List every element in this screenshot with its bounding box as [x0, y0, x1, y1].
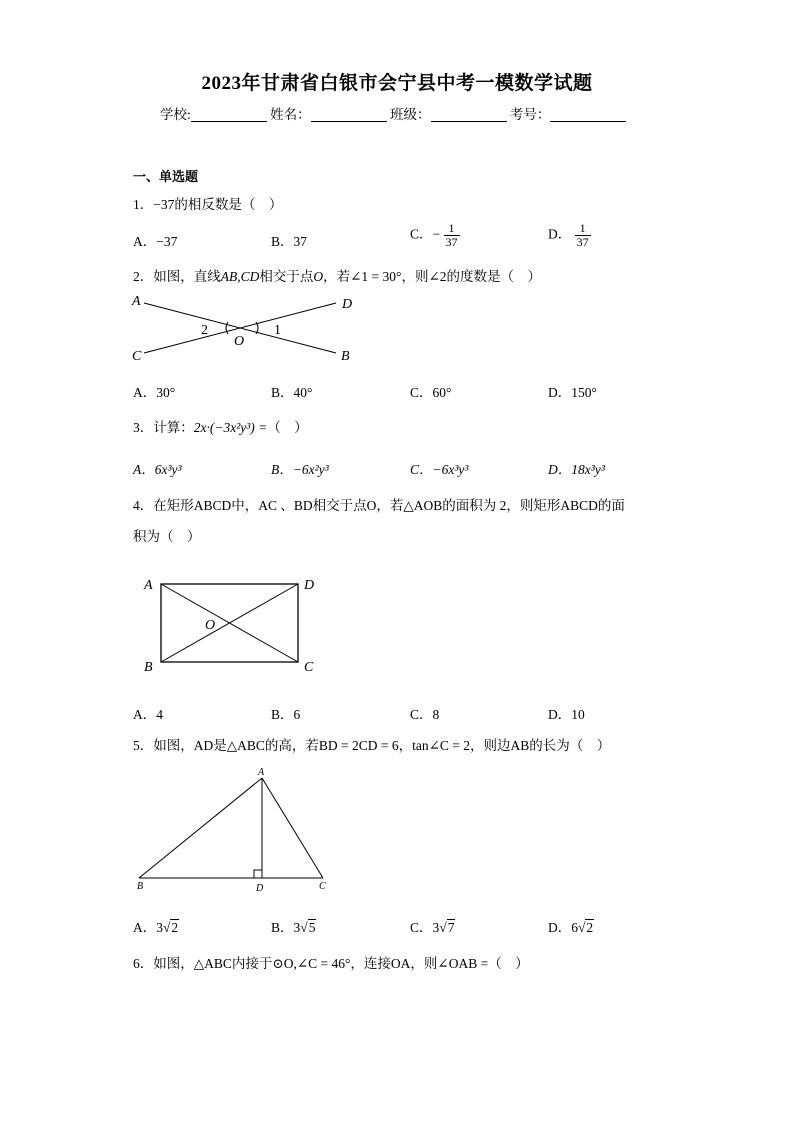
label-d: D — [256, 883, 264, 894]
side-ab — [139, 778, 262, 878]
q1-stem: 1．−37的相反数是（ ） — [133, 197, 283, 212]
q3-option-d: D．18x³y³ — [548, 462, 605, 477]
q2-stem: 2．如图，直线AB,CD相交于点O，若∠1 = 30°，则∠2的度数是（ ） — [133, 269, 542, 284]
q6-stem: 6．如图，△ABC内接于⊙O,∠C = 46°，连接OA，则∠OAB =（ ） — [133, 956, 529, 971]
q5-option-d: D．6√2 — [548, 920, 594, 935]
q2-option-a: A．30° — [133, 385, 176, 400]
label-a: A — [132, 294, 141, 309]
label-d: D — [342, 297, 353, 312]
label-d: D — [304, 578, 315, 593]
label-o: O — [234, 334, 245, 349]
q5-stem: 5．如图，AD是△ABC的高，若BD = 2CD = 6，tan∠C = 2，则边AB的长为（ ） — [133, 738, 611, 753]
q5-option-a: A．3√2 — [133, 920, 179, 935]
q2-figure-intersecting-lines — [128, 290, 368, 365]
label-b: B — [341, 349, 350, 364]
q1-option-d: D． $\frac{1}{37}$ — [548, 221, 589, 249]
q1-option-a: A．−37 — [133, 234, 178, 249]
label-a: A — [258, 767, 265, 778]
label-a: A — [144, 578, 153, 593]
q2-option-c: C．60° — [410, 385, 452, 400]
q3-stem: 3．计算：2x·(−3x²y³) =（ ） — [133, 420, 308, 435]
name-blank[interactable] — [311, 107, 387, 122]
label-c: C — [132, 349, 142, 364]
label-c: C — [319, 881, 326, 892]
class-label: 班级： — [390, 107, 431, 122]
exam-no-label: 考号： — [509, 107, 551, 122]
name-label: 姓名： — [270, 107, 311, 122]
class-blank[interactable] — [431, 107, 507, 122]
label-b: B — [137, 881, 144, 892]
q4-figure-rectangle — [138, 572, 323, 680]
school-blank[interactable] — [191, 107, 267, 122]
q1-option-c-fraction: $\frac{1}{37}$ — [445, 221, 458, 249]
q3-option-c: C．−6x³y³ — [410, 462, 469, 477]
label-angle-2: 2 — [201, 323, 208, 338]
q4-option-b: B．6 — [271, 707, 301, 722]
school-label: 学校: — [160, 107, 191, 122]
q4-option-c: C．8 — [410, 707, 440, 722]
q2-option-b: B．40° — [271, 385, 313, 400]
label-b: B — [144, 660, 153, 675]
q3-option-a: A．6x³y³ — [133, 462, 182, 477]
q1-option-b: B．37 — [271, 234, 308, 249]
label-c: C — [304, 660, 314, 675]
label-angle-1: 1 — [274, 323, 281, 338]
student-info-line — [160, 103, 626, 123]
right-angle-mark — [254, 870, 262, 878]
q5-option-c: C．3√7 — [410, 920, 455, 935]
section-heading: 一、单选题 — [133, 169, 199, 184]
page-title: 2023年甘肃省白银市会宁县中考一模数学试题 — [201, 73, 593, 94]
q5-figure-triangle — [133, 764, 333, 894]
q1-option-c: C．− $\frac{1}{37}$ — [410, 221, 458, 249]
angle-2-arc — [226, 322, 228, 334]
side-ac — [262, 778, 323, 878]
q5-option-b: B．3√5 — [271, 920, 316, 935]
q4-option-a: A．4 — [133, 707, 163, 722]
q4-option-d: D．10 — [548, 707, 585, 722]
q4-stem-line2: 积为（ ） — [133, 529, 201, 544]
q3-expression: 2x·(−3x²y³) = — [193, 420, 268, 435]
q3-option-b: B．−6x²y³ — [271, 462, 329, 477]
q1-option-d-fraction: $\frac{1}{37}$ — [576, 221, 589, 249]
label-o: O — [205, 618, 216, 633]
q4-stem-line1: 4．在矩形ABCD中，AC 、BD相交于点O，若△AOB的面积为 2，则矩形ABCD的面 — [133, 498, 625, 513]
exam-no-blank[interactable] — [550, 107, 626, 122]
q2-option-d: D．150° — [548, 385, 597, 400]
